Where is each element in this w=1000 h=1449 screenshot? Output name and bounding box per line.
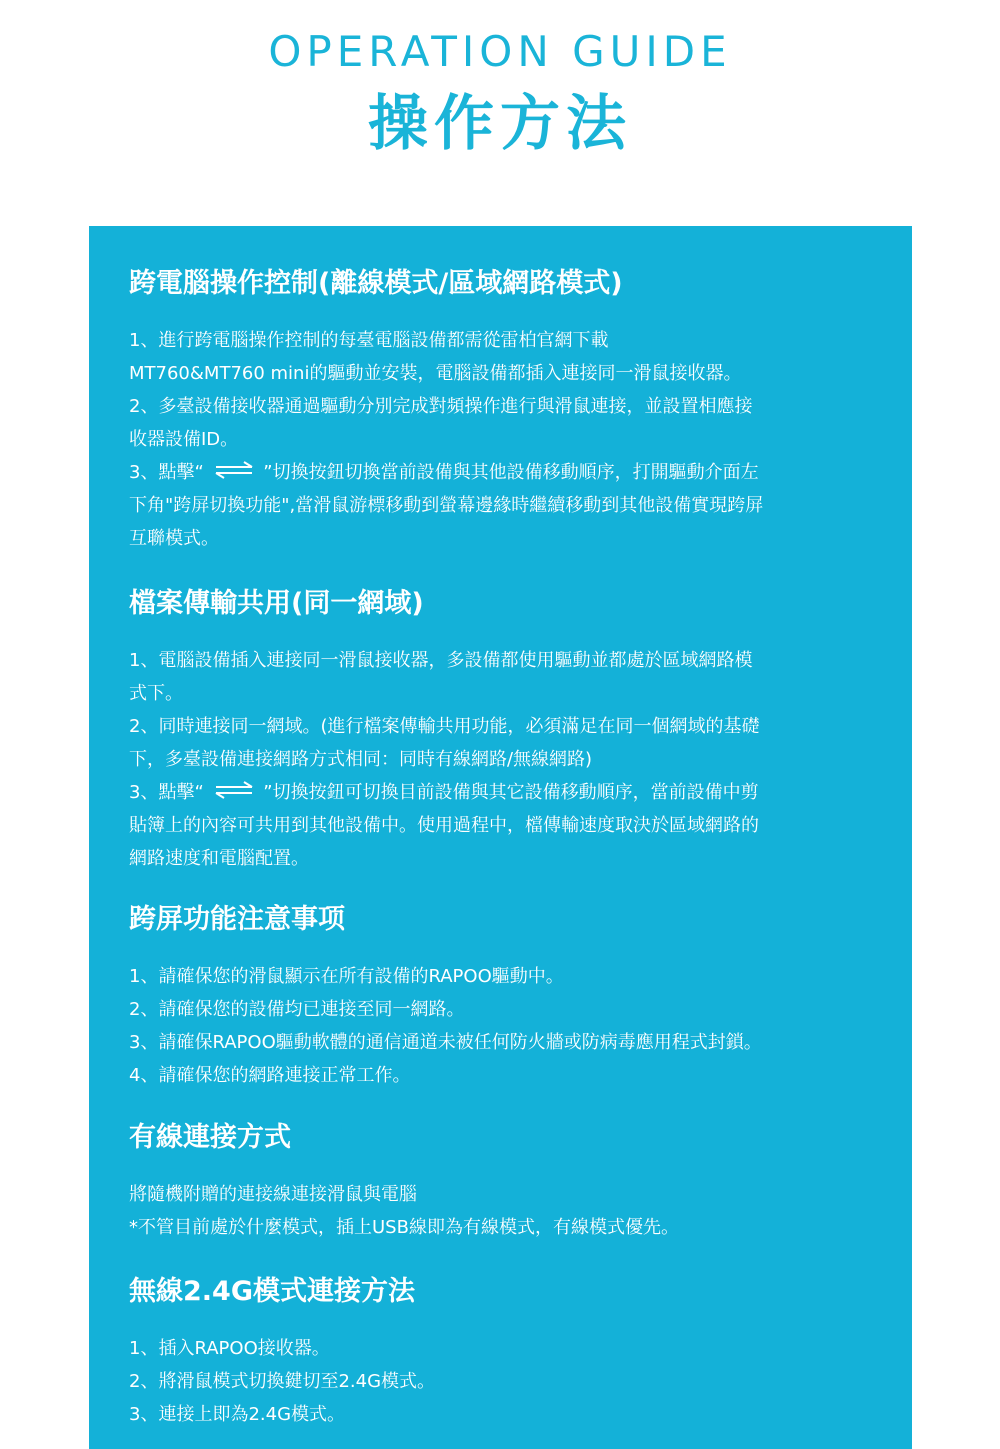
page-title-english: OPERATION GUIDE	[268, 27, 732, 76]
page-title-chinese: 操作方法	[368, 89, 632, 159]
text-line: 將隨機附贈的連接線連接滑鼠與電腦	[129, 1184, 417, 1205]
text-line: 3、連接上即為2.4G模式。	[129, 1404, 346, 1425]
section-body	[129, 324, 889, 555]
text-line: 1、電腦設備插入連接同一滑鼠接收器，多設備都使用驅動並都處於區域網路模	[129, 650, 753, 671]
text-line: 2、請確保您的設備均已連接至同一網路。	[129, 999, 465, 1020]
text-line: 互聯模式。	[129, 528, 219, 549]
text-line: 1、插入RAPOO接收器。	[129, 1338, 330, 1359]
switch-arrows-icon	[212, 777, 256, 810]
section-cross-computer-control	[129, 266, 889, 555]
section-title: 有線連接方式	[129, 1122, 291, 1153]
page-header	[0, 0, 1000, 226]
section-wireless-connection	[129, 1274, 889, 1431]
text-line: 2、多臺設備接收器通過驅動分別完成對頻操作進行與滑鼠連接，並設置相應接	[129, 396, 753, 417]
text-line: 收器設備ID。	[129, 429, 239, 450]
text-line: 1、進行跨電腦操作控制的每臺電腦設備都需從雷柏官網下載	[129, 330, 609, 351]
section-body	[129, 644, 889, 875]
text-fragment: ”切換按鈕切換當前設備與其他設備移動順序，打開驅動介面左	[263, 462, 759, 483]
text-line: 貼簿上的內容可共用到其他設備中。使用過程中，檔傳輸速度取決於區域網路的	[129, 815, 759, 836]
section-body	[129, 1178, 889, 1244]
guide-panel	[89, 226, 912, 1449]
text-line: *不管目前處於什麼模式，插上USB線即為有線模式，有線模式優先。	[129, 1217, 679, 1238]
text-line: 4、請確保您的網路連接正常工作。	[129, 1065, 411, 1086]
section-title: 跨電腦操作控制(離線模式/區域網路模式)	[129, 268, 623, 299]
section-wired-connection	[129, 1120, 889, 1244]
section-file-sharing	[129, 586, 889, 875]
text-fragment: 3、點擊“	[129, 782, 204, 803]
switch-arrows-icon	[212, 457, 256, 490]
text-line: 3、請確保RAPOO驅動軟體的通信通道未被任何防火牆或防病毒應用程式封鎖。	[129, 1032, 762, 1053]
text-line: MT760&MT760 mini的驅動並安裝，電腦設備都插入連接同一滑鼠接收器。	[129, 363, 742, 384]
section-cross-screen-notes	[129, 902, 889, 1092]
text-line: 下，多臺設備連接網路方式相同：同時有線網路/無線網路)	[129, 749, 593, 770]
text-line: 2、將滑鼠模式切換鍵切至2.4G模式。	[129, 1371, 436, 1392]
section-body	[129, 960, 889, 1092]
text-fragment: 3、點擊“	[129, 462, 204, 483]
text-line-with-icon	[129, 776, 889, 809]
section-title: 檔案傳輸共用(同一網域)	[129, 588, 424, 619]
section-body	[129, 1332, 889, 1431]
text-line: 網路速度和電腦配置。	[129, 848, 309, 869]
text-line: 1、請確保您的滑鼠顯示在所有設備的RAPOO驅動中。	[129, 966, 564, 987]
section-title: 跨屏功能注意事项	[129, 904, 345, 935]
text-line: 式下。	[129, 683, 183, 704]
text-line: 下角"跨屏切換功能",當滑鼠游標移動到螢幕邊緣時繼續移動到其他設備實現跨屏	[129, 495, 764, 516]
text-line-with-icon	[129, 456, 889, 489]
text-line: 2、同時連接同一網域。(進行檔案傳輸共用功能，必須滿足在同一個網域的基礎	[129, 716, 760, 737]
text-fragment: ”切換按鈕可切換目前設備與其它設備移動順序，當前設備中剪	[263, 782, 759, 803]
section-title: 無線2.4G模式連接方法	[129, 1276, 415, 1307]
